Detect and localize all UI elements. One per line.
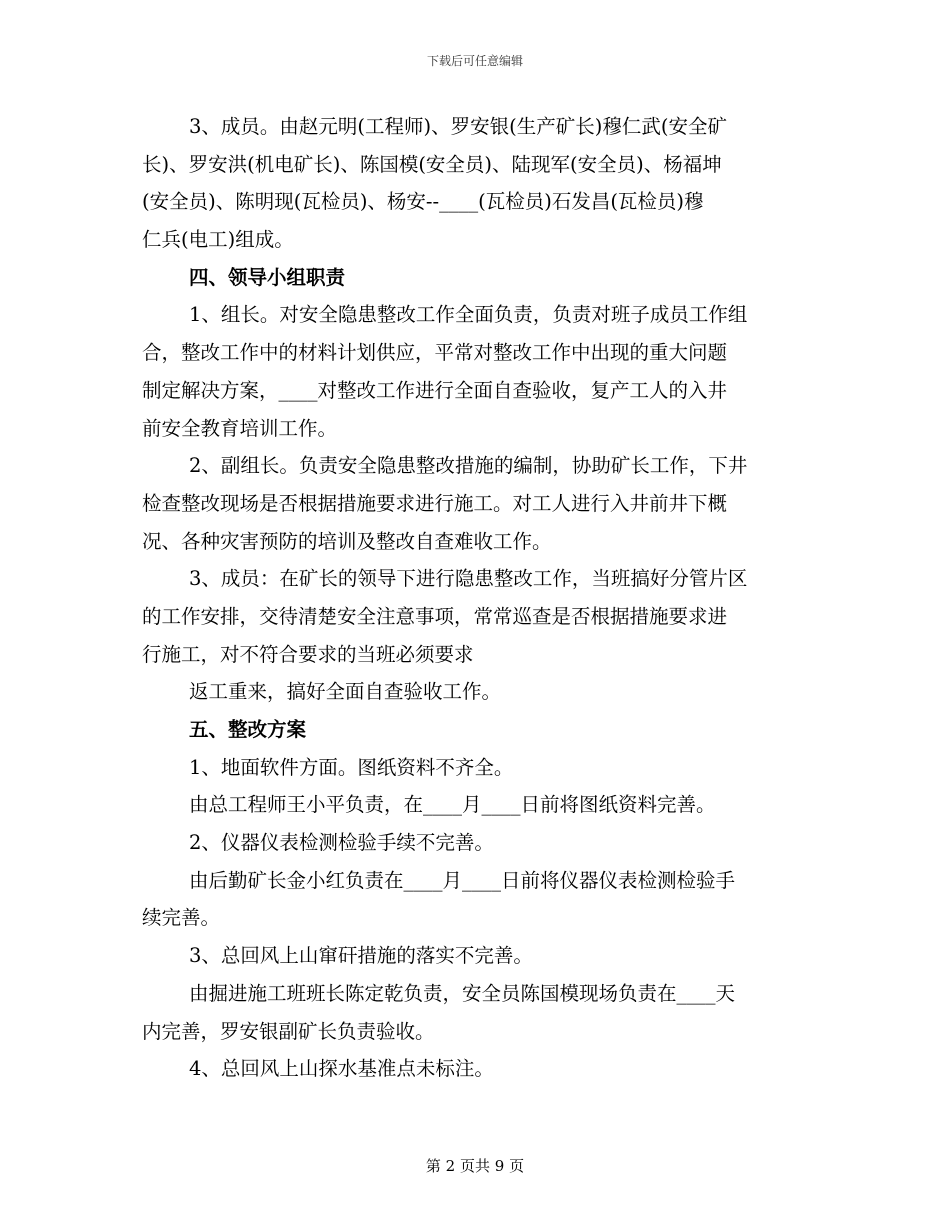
text-line: 2、副组长。负责安全隐患整改措施的编制，协助矿长工作，下井 <box>189 454 748 478</box>
text-line: (安全员)、陈明现(瓦检员)、杨安--____(瓦检员)石发昌(瓦检员)穆 <box>142 190 704 214</box>
text-line: 前安全教育培训工作。 <box>142 416 338 440</box>
text-line: 长)、罗安洪(机电矿长)、陈国模(安全员)、陆现军(安全员)、杨福坤 <box>142 152 722 176</box>
text-line: 内完善，罗安银副矿长负责验收。 <box>142 1019 435 1043</box>
text-line: 4、总回风上山探水基准点未标注。 <box>189 1057 494 1081</box>
text-line: 1、地面软件方面。图纸资料不齐全。 <box>189 755 514 779</box>
page-footer: 第 2 页共 9 页 <box>425 1157 525 1175</box>
text-line: 检查整改现场是否根据措施要求进行施工。对工人进行入井前井下概 <box>142 491 728 515</box>
text-line: 的工作安排，交待清楚安全注意事项，常常巡查是否根据措施要求进 <box>142 604 728 628</box>
text-line: 由总工程师王小平负责，在____月____日前将图纸资料完善。 <box>189 793 716 817</box>
text-line: 3、成员：在矿长的领导下进行隐患整改工作，当班搞好分管片区 <box>189 567 748 591</box>
text-line: 行施工，对不符合要求的当班必须要求 <box>142 642 474 666</box>
section-heading: 四、领导小组职责 <box>189 265 346 289</box>
text-line: 由后勤矿长金小红负责在____月____日前将仪器仪表检测检验手 <box>189 868 736 892</box>
text-line: 由掘进施工班班长陈定乾负责，安全员陈国模现场负责在____天 <box>189 981 736 1005</box>
section-heading: 五、整改方案 <box>189 718 307 741</box>
text-line: 续完善。 <box>142 906 221 930</box>
text-line: 况、各种灾害预防的培训及整改自查难收工作。 <box>142 529 552 553</box>
text-line: 1、组长。对安全隐患整改工作全面负责，负责对班子成员工作组 <box>189 303 748 327</box>
text-line: 合，整改工作中的材料计划供应，平常对整改工作中出现的重大问题 <box>142 341 728 365</box>
page-header: 下载后可任意编辑 <box>426 54 523 68</box>
text-line: 返工重来，搞好全面自查验收工作。 <box>189 680 502 704</box>
text-line: 制定解决方案，____对整改工作进行全面自查验收，复产工人的入井 <box>142 378 728 402</box>
document-body <box>142 108 812 1088</box>
text-line: 3、总回风上山窜矸措施的落实不完善。 <box>189 944 533 968</box>
text-line: 仁兵(电工)组成。 <box>142 228 294 252</box>
text-line: 2、仪器仪表检测检验手续不完善。 <box>189 831 494 855</box>
text-line: 3、成员。由赵元明(工程师)、罗安银(生产矿长)穆仁武(安全矿 <box>189 115 727 138</box>
